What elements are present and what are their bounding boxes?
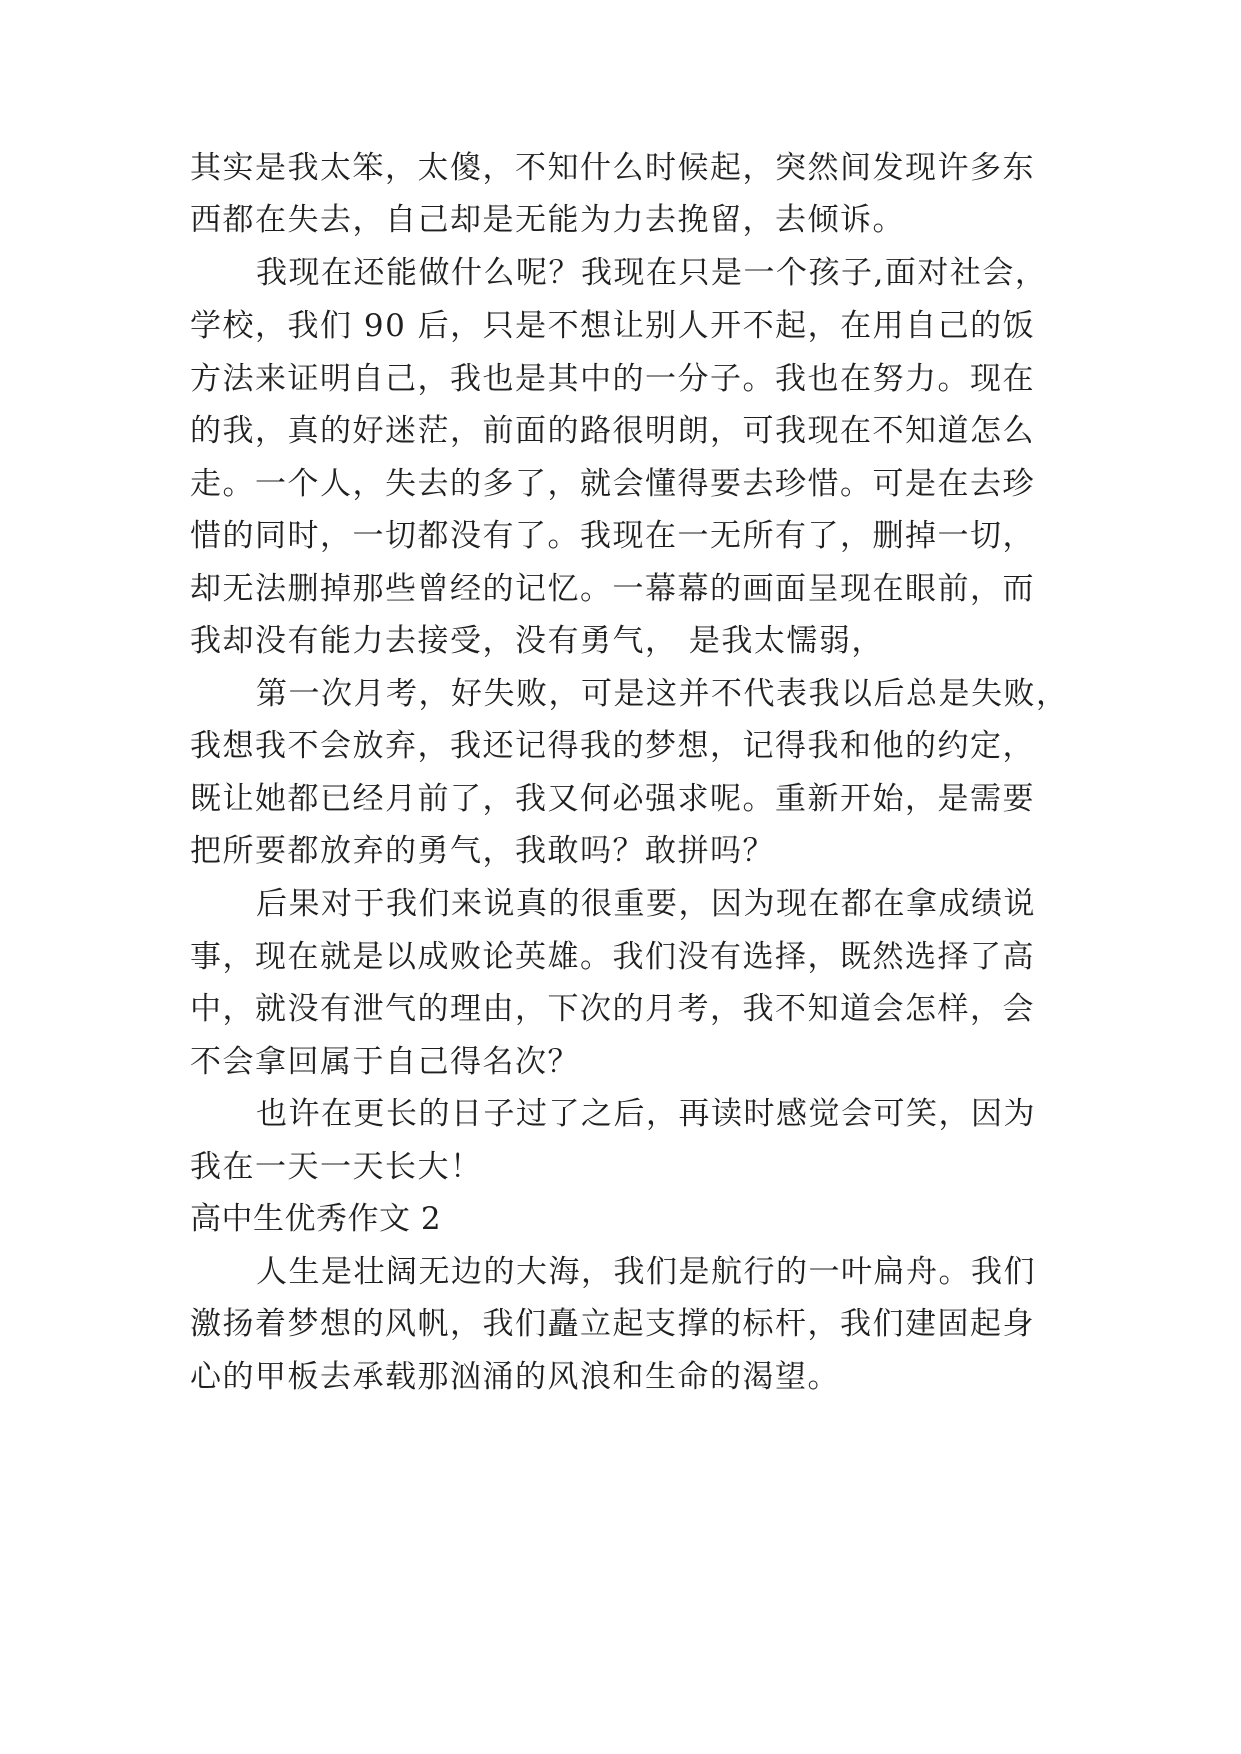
text-line: 的我，真的好迷茫，前面的路很明朗，可我现在不知道怎么 bbox=[190, 413, 1035, 449]
section-heading: 高中生优秀作文 2 bbox=[190, 1201, 442, 1237]
text-line: 既让她都已经月前了，我又何必强求呢。重新开始，是需要 bbox=[190, 781, 1035, 817]
text-line: 把所要都放弃的勇气，我敢吗？敢拼吗？ bbox=[190, 833, 775, 869]
text-line: 我想我不会放弃，我还记得我的梦想，记得我和他的约定， bbox=[190, 728, 1035, 764]
text-line: 后果对于我们来说真的很重要，因为现在都在拿成绩说 bbox=[256, 886, 1036, 922]
text-line: 我在一天一天长大！ bbox=[190, 1149, 483, 1185]
text-line: 学校，我们 90 后，只是不想让别人开不起，在用自己的饭 bbox=[190, 308, 1036, 344]
text-line: 惜的同时，一切都没有了。我现在一无所有了，删掉一切， bbox=[190, 518, 1035, 554]
text-line: 激扬着梦想的风帆，我们矗立起支撑的标杆，我们建固起身 bbox=[190, 1306, 1035, 1342]
text-line: 我现在还能做什么呢？我现在只是一个孩子,面对社会， bbox=[256, 255, 1048, 291]
text-line: 事，现在就是以成败论英雄。我们没有选择，既然选择了高 bbox=[190, 939, 1035, 975]
text-line: 走。一个人，失去的多了，就会懂得要去珍惜。可是在去珍 bbox=[190, 466, 1035, 502]
text-line: 却无法删掉那些曾经的记忆。一幕幕的画面呈现在眼前，而 bbox=[190, 571, 1035, 607]
text-line: 心的甲板去承载那汹涌的风浪和生命的渴望。 bbox=[190, 1359, 840, 1395]
text-line: 西都在失去，自己却是无能为力去挽留，去倾诉。 bbox=[190, 202, 905, 238]
text-line: 不会拿回属于自己得名次？ bbox=[190, 1044, 580, 1080]
text-line: 方法来证明自己，我也是其中的一分子。我也在努力。现在 bbox=[190, 361, 1035, 397]
text-line: 第一次月考，好失败，可是这并不代表我以后总是失败， bbox=[256, 676, 1069, 712]
text-line: 我却没有能力去接受，没有勇气， 是我太懦弱， bbox=[190, 623, 884, 659]
text-line: 人生是壮阔无边的大海，我们是航行的一叶扁舟。我们 bbox=[256, 1254, 1036, 1290]
text-line: 其实是我太笨，太傻，不知什么时候起，突然间发现许多东 bbox=[190, 150, 1035, 186]
text-line: 也许在更长的日子过了之后，再读时感觉会可笑，因为 bbox=[256, 1096, 1036, 1132]
text-line: 中，就没有泄气的理由，下次的月考，我不知道会怎样，会 bbox=[190, 991, 1035, 1027]
